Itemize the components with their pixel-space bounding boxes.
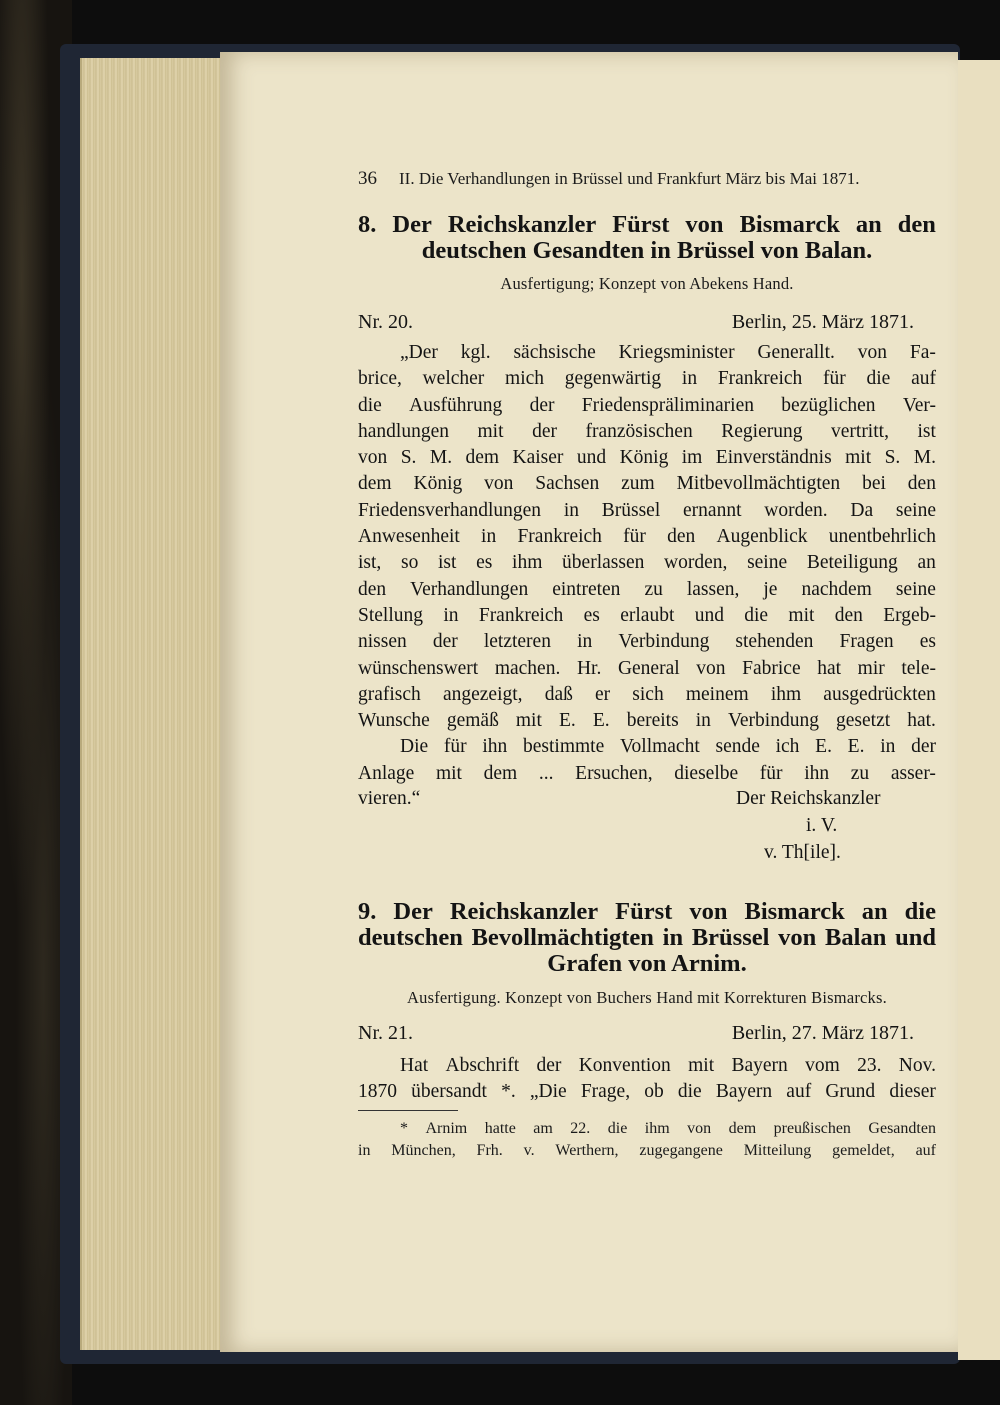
doc8-body [358,340,936,787]
heading-word: 8. [358,211,377,238]
body-line: brice, welcher mich gegenwärtig in Frankreich für die auf [358,368,936,390]
doc9-heading [358,899,936,977]
heading-word: Reichskanzler [447,211,597,238]
heading-word: Fürst [612,211,670,238]
heading-word: den [897,211,936,238]
doc9-heading-line3: Grafen von Arnim. [547,950,747,977]
body-line: wünschenswert machen. Hr. General von Fabrice hat mir tele- [358,657,936,679]
body-line: Friedensverhandlungen in Brüssel ernannt worden. Da seine [358,499,936,521]
footnote [358,1118,936,1162]
footnote-line: * Arnim hatte am 22. die ihm von dem preußischen Gesandten [400,1120,936,1137]
body-line: von S. M. dem Kaiser und König im Einverständnis mit S. M. [358,447,936,469]
heading-word: und [895,924,936,951]
doc8-heading-line2: deutschen Gesandten in Brüssel von Balan. [421,237,873,264]
doc9-place-date: Berlin, 27. März 1871. [731,1022,914,1044]
heading-word: an [855,211,882,238]
body-line: Die für ihn bestimmte Vollmacht sende ich E. E. in der [400,736,936,758]
heading-word: Der [392,211,432,238]
heading-word: die [904,898,936,925]
doc8-heading [358,212,936,264]
heading-word: Bismarck [744,898,845,925]
doc9-source-note: Ausfertigung. Konzept von Buchers Hand mit Korrekturen Bismarcks. [407,988,887,1007]
doc8-number-line [358,311,914,334]
body-line: die Ausführung der Friedenspräliminarien bezüglichen Ver- [358,394,936,416]
doc8-source-note: Ausfertigung; Konzept von Abekens Hand. [500,274,794,293]
page-number: 36 [358,168,377,189]
doc9-number: Nr. 21. [358,1022,413,1044]
footnote-line: in München, Frh. v. Werthern, zugegangene Mitteilung gemeldet, auf [358,1142,936,1159]
doc9-number-line [358,1022,914,1045]
doc8-heading-line1 [358,212,936,238]
heading-word: von [685,211,724,238]
heading-word: in [662,924,684,951]
heading-word: von [778,924,817,951]
heading-word: an [861,898,888,925]
heading-word: Bismarck [739,211,840,238]
page-edges [80,58,222,1350]
footnote-rule [358,1110,458,1111]
running-title: II. Die Verhandlungen in Brüssel und Frankfurt März bis Mai 1871. [399,169,860,188]
doc8-iv: i. V. [806,815,838,836]
heading-word: von [689,898,728,925]
heading-word: Der [393,898,433,925]
doc8-signature: Der Reichskanzler [736,788,881,809]
doc8-number: Nr. 20. [358,311,413,333]
heading-word: Brüssel [691,924,770,951]
body-line: Stellung in Frankreich es erlaubt und die mit den Ergeb- [358,604,936,626]
body-line: nissen der letzteren in Verbindung stehenden Fragen es [358,631,936,653]
body-line: grafisch angezeigt, daß er sich meinem ihm ausgedrückten [358,683,936,705]
heading-word: Fürst [615,898,673,925]
body-line: 1870 übersandt *. „Die Frage, ob die Bayern auf Grund dieser [358,1081,936,1103]
doc8-place-date: Berlin, 25. März 1871. [731,311,914,333]
body-line: Anlage mit dem ... Ersuchen, dieselbe für ihn zu asser- [358,762,936,784]
body-line: Hat Abschrift der Konvention mit Bayern vom 23. Nov. [400,1055,936,1076]
doc9-heading-line1 [358,899,936,925]
running-header [358,168,938,190]
heading-word: Reichskanzler [449,898,599,925]
body-line: den Verhandlungen eintreten zu lassen, je nachdem seine [358,578,936,600]
heading-word: Balan [825,924,887,951]
body-line: Anwesenheit in Frankreich für den Augenblick unentbehrlich [358,526,936,548]
doc8-last-line: vieren.“ [358,788,421,809]
body-line: ist, so ist es ihm überlassen worden, seine Beteiligung an [358,552,936,574]
facing-page-edge [958,60,1000,1360]
body-line: „Der kgl. sächsische Kriegsminister Generallt. von Fa- [400,342,936,363]
doc9-heading-line2 [358,925,936,951]
doc8-signer: v. Th[ile]. [764,842,841,863]
doc9-body [358,1053,936,1106]
body-line: Wunsche gemäß mit E. E. bereits in Verbindung gesetzt hat. [358,710,936,732]
body-line: dem König von Sachsen zum Mitbevollmächtigten bei den [358,473,936,495]
body-line: handlungen mit der französischen Regierung vertritt, ist [358,420,936,442]
heading-word: Bevollmächtigten [471,924,654,951]
heading-word: deutschen [358,924,463,951]
heading-word: 9. [358,898,377,925]
